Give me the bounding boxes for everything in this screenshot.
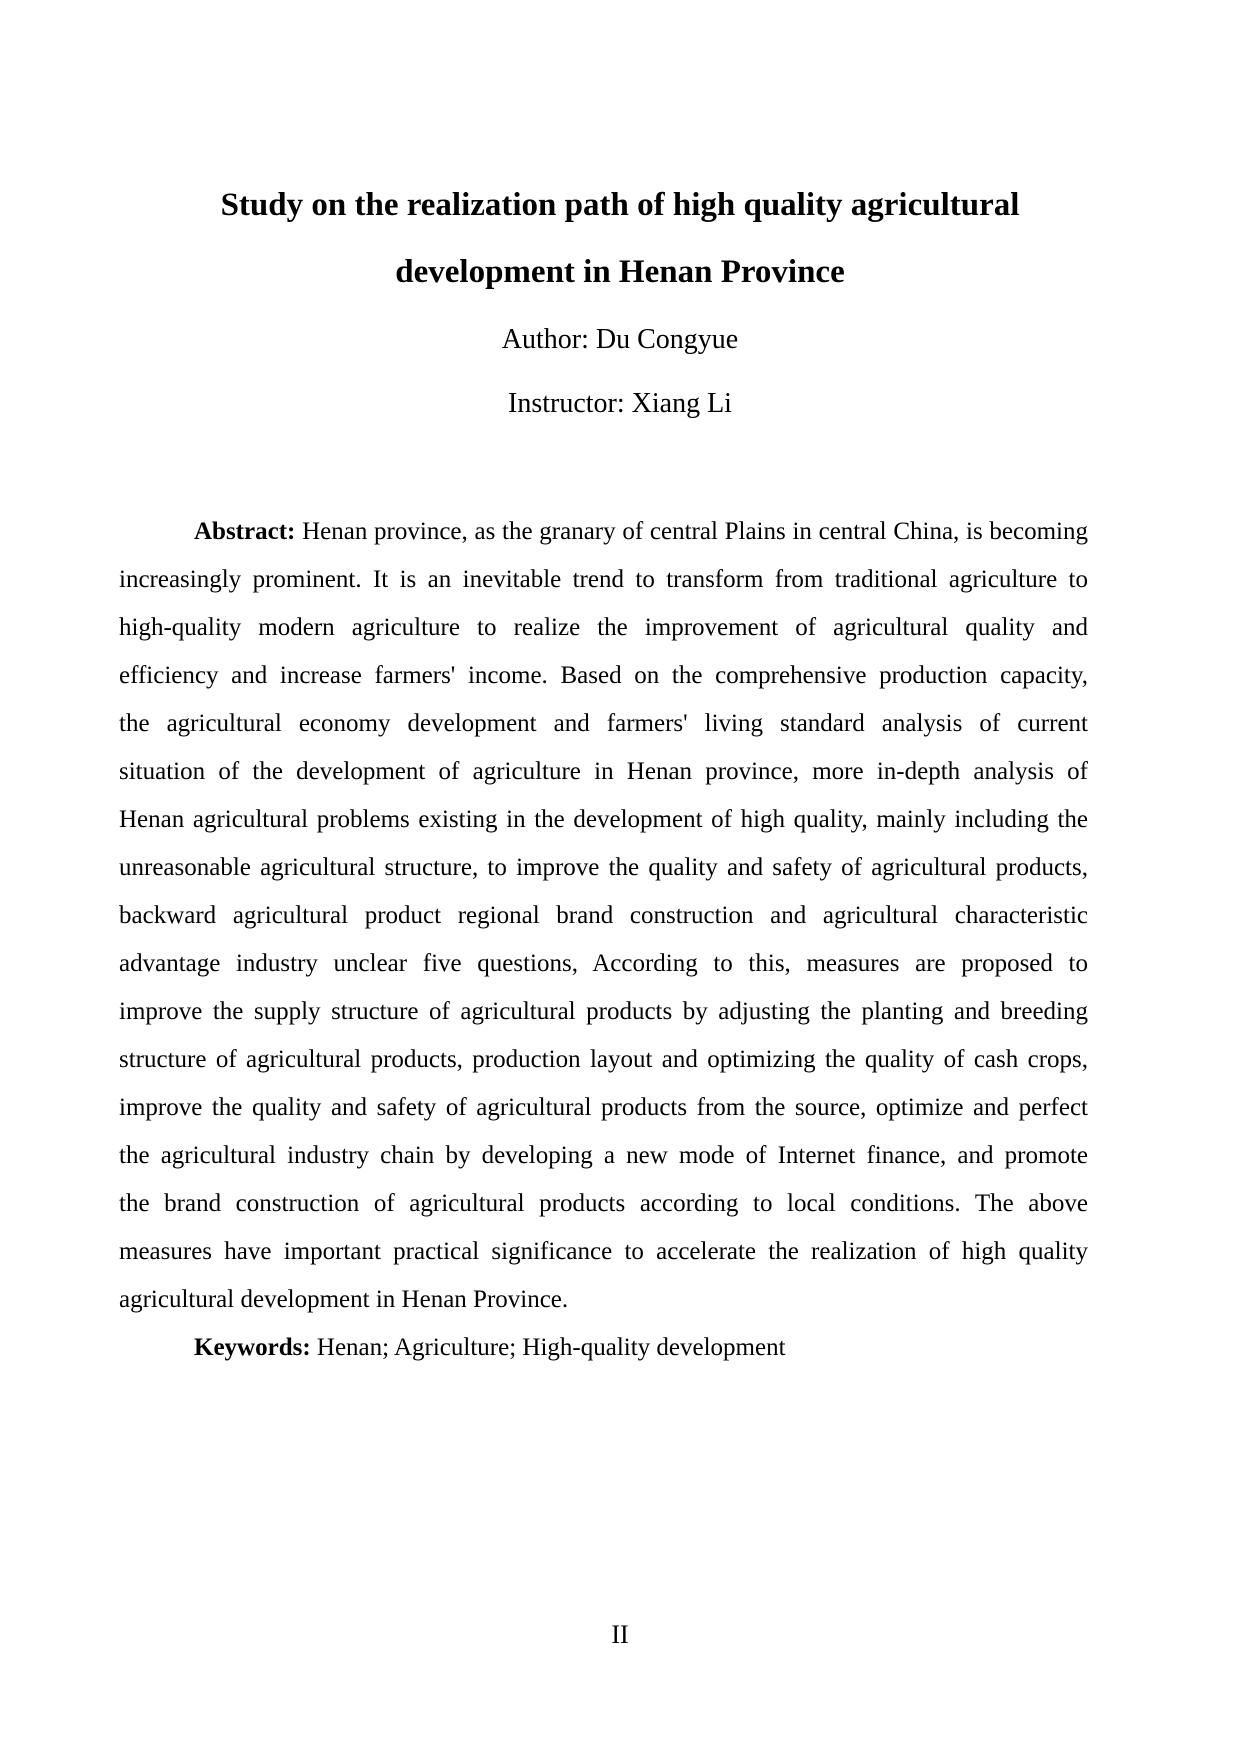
abstract-line: situation of the development of agriculture in Henan province, more in-depth analysis of (119, 758, 1088, 785)
abstract-line: agricultural development in Henan Province. (119, 1286, 569, 1313)
abstract-line: structure of agricultural products, production layout and optimizing the quality of cash crops, (119, 1046, 1088, 1073)
abstract-line: the brand construction of agricultural products according to local conditions. The above (119, 1190, 1088, 1217)
abstract-line: the agricultural industry chain by developing a new mode of Internet finance, and promote (119, 1142, 1088, 1169)
abstract-label: Abstract: (194, 518, 296, 545)
abstract-line: the agricultural economy development and farmers' living standard analysis of current (119, 710, 1088, 737)
abstract-line: unreasonable agricultural structure, to improve the quality and safety of agricultural products, (119, 854, 1088, 881)
instructor-line: Instructor: Xiang Li (508, 388, 732, 419)
abstract-line: increasingly prominent. It is an inevitable trend to transform from traditional agriculture to (119, 566, 1088, 593)
page-title-line-1: Study on the realization path of high quality agricultural (220, 187, 1020, 223)
page-title-line-2: development in Henan Province (395, 254, 845, 290)
abstract-line: backward agricultural product regional brand construction and agricultural characteristic (119, 902, 1088, 929)
abstract-section (119, 508, 1088, 1372)
page-title (0, 172, 1240, 306)
byline-block (0, 308, 1240, 436)
abstract-line: Henan agricultural problems existing in the development of high quality, mainly including the (119, 806, 1088, 833)
abstract-line: advantage industry unclear five questions, According to this, measures are proposed to (119, 950, 1088, 977)
keywords-line (119, 1324, 1088, 1372)
abstract-line: improve the quality and safety of agricultural products from the source, optimize and perfect (119, 1094, 1088, 1121)
abstract-line (119, 508, 1088, 556)
keywords-text: Henan; Agriculture; High-quality development (316, 1334, 786, 1361)
page-number: II (611, 1620, 629, 1649)
abstract-line: improve the supply structure of agricultural products by adjusting the planting and breeding (119, 998, 1088, 1025)
abstract-line-text: Henan province, as the granary of central Plains in central China, is becoming (302, 518, 1088, 545)
abstract-line: high-quality modern agriculture to realize the improvement of agricultural quality and (119, 614, 1088, 641)
abstract-line: measures have important practical significance to accelerate the realization of high quality (119, 1238, 1088, 1265)
keywords-label: Keywords: (194, 1334, 311, 1361)
author-line: Author: Du Congyue (501, 324, 739, 355)
abstract-line: efficiency and increase farmers' income. Based on the comprehensive production capacity, (119, 662, 1088, 689)
